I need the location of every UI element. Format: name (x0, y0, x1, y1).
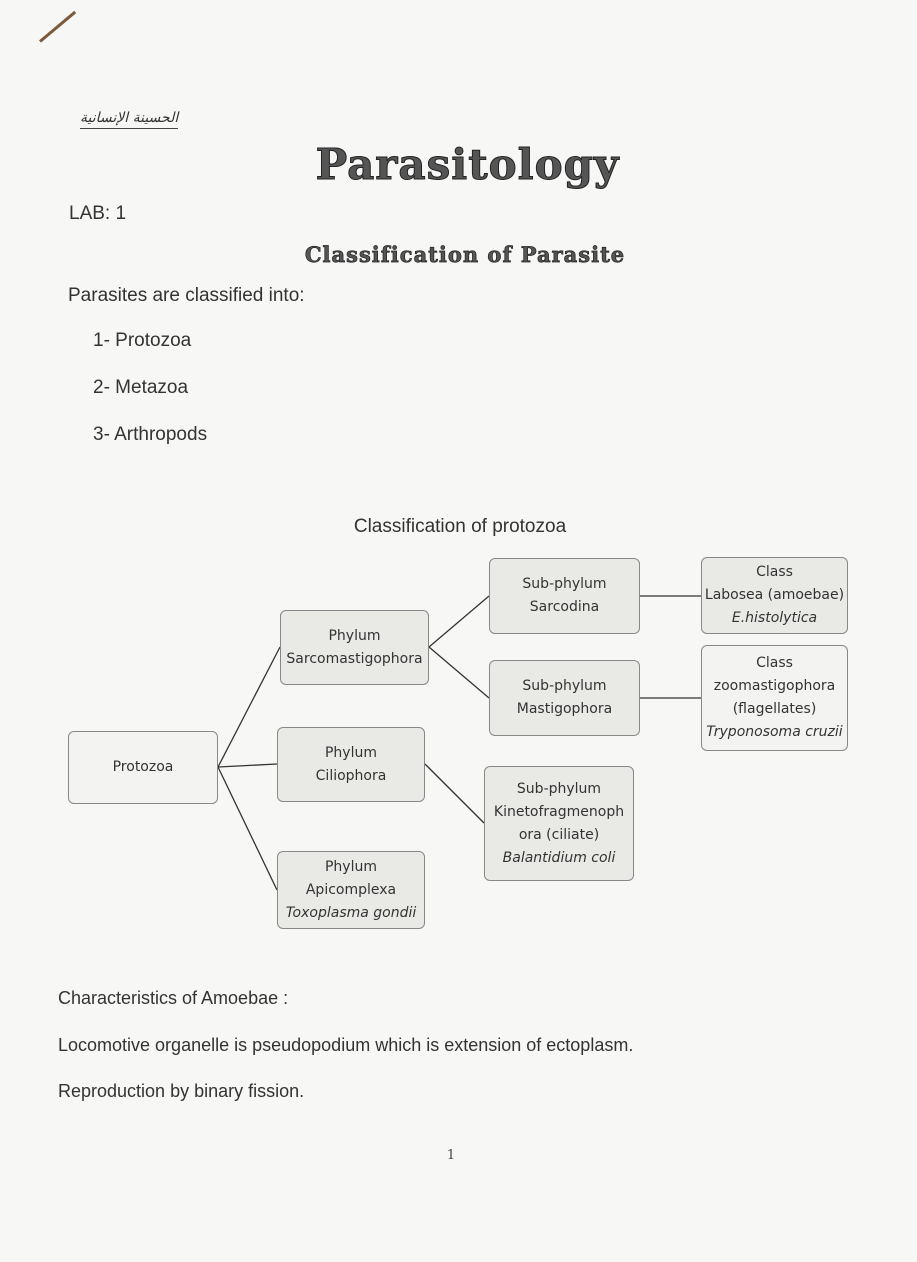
node-label: Sarcodina (529, 599, 600, 615)
node-label: Sarcomastigophora (286, 650, 423, 667)
diagram-title: Classification of protozoa (353, 516, 567, 537)
node-label: zoomastigophora (713, 678, 836, 694)
node-subphylum-sarcodina (489, 558, 640, 634)
node-rank: Class (756, 564, 793, 580)
node-label: Apicomplexa (305, 881, 397, 898)
arabic-header-note: الحسينة الإنسانية (80, 110, 178, 129)
list-item: 1- Protozoa (93, 330, 192, 351)
list-item: 3- Arthropods (93, 424, 208, 445)
node-rank: Phylum (328, 627, 381, 644)
node-example: Balantidium coli (502, 849, 616, 866)
node-example: Toxoplasma gondii (285, 904, 417, 921)
node-class-zoomastigophora (701, 645, 848, 751)
connector-line (218, 764, 277, 767)
node-rank: Phylum (324, 744, 377, 761)
node-label: Mastigophora (516, 701, 613, 717)
lab-label: LAB: 1 (69, 203, 127, 224)
node-phylum-apicomplexa (277, 851, 425, 929)
node-phylum-ciliophora (277, 727, 425, 802)
node-label: Labosea (amoebae) (704, 587, 845, 603)
node-example: Tryponosoma cruzii (706, 724, 843, 740)
node-rank: Phylum (324, 858, 377, 875)
page-title: Parasitology (315, 140, 620, 189)
connector-line (429, 596, 489, 647)
connector-line (429, 647, 489, 698)
node-phylum-sarcomastigophora (280, 610, 429, 685)
list-item: 2- Metazoa (93, 377, 189, 398)
characteristics-line: Reproduction by binary fission. (58, 1081, 305, 1101)
node-label: Ciliophora (315, 767, 387, 784)
node-label: Protozoa (112, 759, 174, 775)
node-label: ora (ciliate) (518, 826, 600, 843)
node-rank: Sub-phylum (522, 678, 607, 694)
connector-line (218, 647, 280, 767)
node-rank: Sub-phylum (516, 780, 602, 797)
connector-line (425, 764, 484, 823)
characteristics-line: Locomotive organelle is pseudopodium which is extension of ectoplasm. (58, 1035, 634, 1055)
node-subphylum-kinetofragmenophora (484, 766, 634, 881)
node-example: E.histolytica (731, 610, 818, 626)
node-rank: Sub-phylum (522, 576, 607, 592)
connector-line (218, 767, 277, 890)
characteristics-heading: Characteristics of Amoebae : (58, 988, 289, 1008)
intro-text: Parasites are classified into: (68, 285, 305, 306)
node-subphylum-mastigophora (489, 660, 640, 736)
page-number: 1 (446, 1148, 456, 1163)
node-protozoa (68, 731, 218, 804)
node-class-labosea (701, 557, 848, 634)
node-rank: Class (756, 655, 793, 671)
node-label: Kinetofragmenoph (493, 803, 625, 820)
section-subtitle: Classification of Parasite (304, 242, 626, 267)
node-label: (flagellates) (732, 701, 817, 717)
